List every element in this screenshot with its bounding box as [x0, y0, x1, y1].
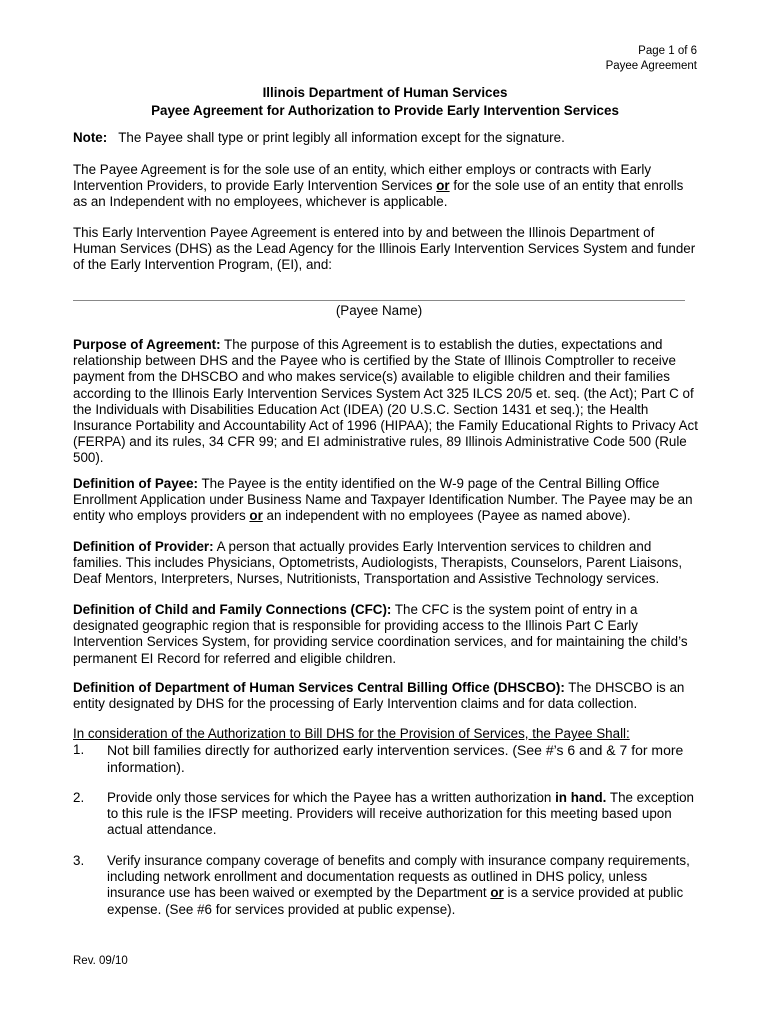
note-text: The Payee shall type or print legibly all information except for the signature.	[118, 130, 565, 145]
definition-provider-label: Definition of Provider:	[73, 539, 214, 554]
note-paragraph	[73, 130, 701, 146]
definition-payee-label: Definition of Payee:	[73, 476, 198, 491]
agreement-title: Payee Agreement for Authorization to Provide Early Intervention Services	[151, 103, 619, 118]
document-title	[0, 84, 770, 120]
agency-title: Illinois Department of Human Services	[262, 85, 508, 100]
definition-provider: Definition of Provider: A person that actually provides Early Intervention services to children and families. This includes Physicians, Optometrists, Audiologists, Therapists, Counselors, Parent Liaisons, Deaf Mentors, Interpreters, Nurses, Nutritionists, Transportation and Assistive Technology services.	[73, 539, 683, 587]
payee-name-line[interactable]	[73, 300, 685, 301]
definition-cfc: Definition of Child and Family Connections (CFC): The CFC is the system point of entry in a designated geographic region that is responsible for providing access to the Illinois Part C Early Intervention Services System, for providing service coordination services, and for maintaining the child’s permanent EI Record for referred and eligible children.	[73, 602, 688, 666]
list-item-text: Not bill families directly for authorized early intervention services. (See #’s 6 and & 7 for more information).	[107, 742, 684, 775]
list-item-text: Provide only those services for which the Payee has a written authorization in hand. The exception to this rule is the IFSP meeting. Providers will receive authorization for this meeting based upon actual attendance.	[107, 790, 695, 838]
note-label: Note:	[73, 130, 108, 145]
purpose-label: Purpose of Agreement:	[73, 337, 221, 352]
document-name: Payee Agreement	[605, 60, 697, 72]
consideration-heading: In consideration of the Authorization to Bill DHS for the Provision of Services, the Payee Shall:	[73, 726, 630, 741]
definition-dhscbo: Definition of Department of Human Services Central Billing Office (DHSCBO): The DHSCBO is an entity designated by DHS for the processing of Early Intervention claims and for data collection.	[73, 680, 685, 712]
definition-payee: Definition of Payee: The Payee is the entity identified on the W-9 page of the Central Billing Office Enrollment Application under Business Name and Taxpayer Identification Number. The Payee may be an entity who employs providers or an independent with no employees (Payee as named above).	[73, 476, 693, 524]
revision-footer: Rev. 09/10	[73, 955, 128, 967]
intro-paragraph-1: The Payee Agreement is for the sole use of an entity, which either employs or contracts with Early Intervention Providers, to provide Early Intervention Services or for the sole use of an entity that enrolls as an Independent with no employees, whichever is applicable.	[73, 162, 684, 210]
or-emphasis: or	[436, 178, 450, 194]
payee-name-label: (Payee Name)	[335, 303, 423, 318]
definition-dhscbo-label: Definition of Department of Human Services Central Billing Office (DHSCBO):	[73, 680, 565, 695]
list-item-number: 1.	[73, 742, 85, 757]
purpose-paragraph: Purpose of Agreement: The purpose of this Agreement is to establish the duties, expectations and relationship between DHS and the Payee who is certified by the State of Illinois Comptroller to receive payment from the DHSCBO and who makes service(s) available to eligible children and their families according to the Illinois Early Intervention Services System Act 325 ILCS 20/5 et. seq. (the Act); Part C of the Individuals with Disabilities Education Act (IDEA) (20 U.S.C. Section 1431 et seq.); the Health Insurance Portability and Accountability Act of 1996 (HIPAA); the Family Educational Rights to Privacy Act (FERPA) and its rules, 34 CFR 99; and EI administrative rules, 89 Illinois Administrative Code 500 (Rule 500).	[73, 337, 698, 466]
list-item-number: 3.	[73, 853, 85, 868]
intro-paragraph-2: This Early Intervention Payee Agreement is entered into by and between the Illinois Department of Human Services (DHS) as the Lead Agency for the Illinois Early Intervention Services System and funder of the Early Intervention Program, (EI), and:	[73, 225, 696, 273]
list-item-text: Verify insurance company coverage of benefits and comply with insurance company requirements, including network enrollment and documentation requests as outlined in DHS policy, unless insurance use has been waived or exempted by the Department or is a service provided at public expense. (See #6 for services provided at public expense).	[107, 853, 690, 917]
page-header	[606, 44, 697, 74]
page-number: Page 1 of 6	[638, 45, 697, 57]
list-item-number: 2.	[73, 790, 85, 805]
definition-cfc-label: Definition of Child and Family Connections (CFC):	[73, 602, 392, 617]
